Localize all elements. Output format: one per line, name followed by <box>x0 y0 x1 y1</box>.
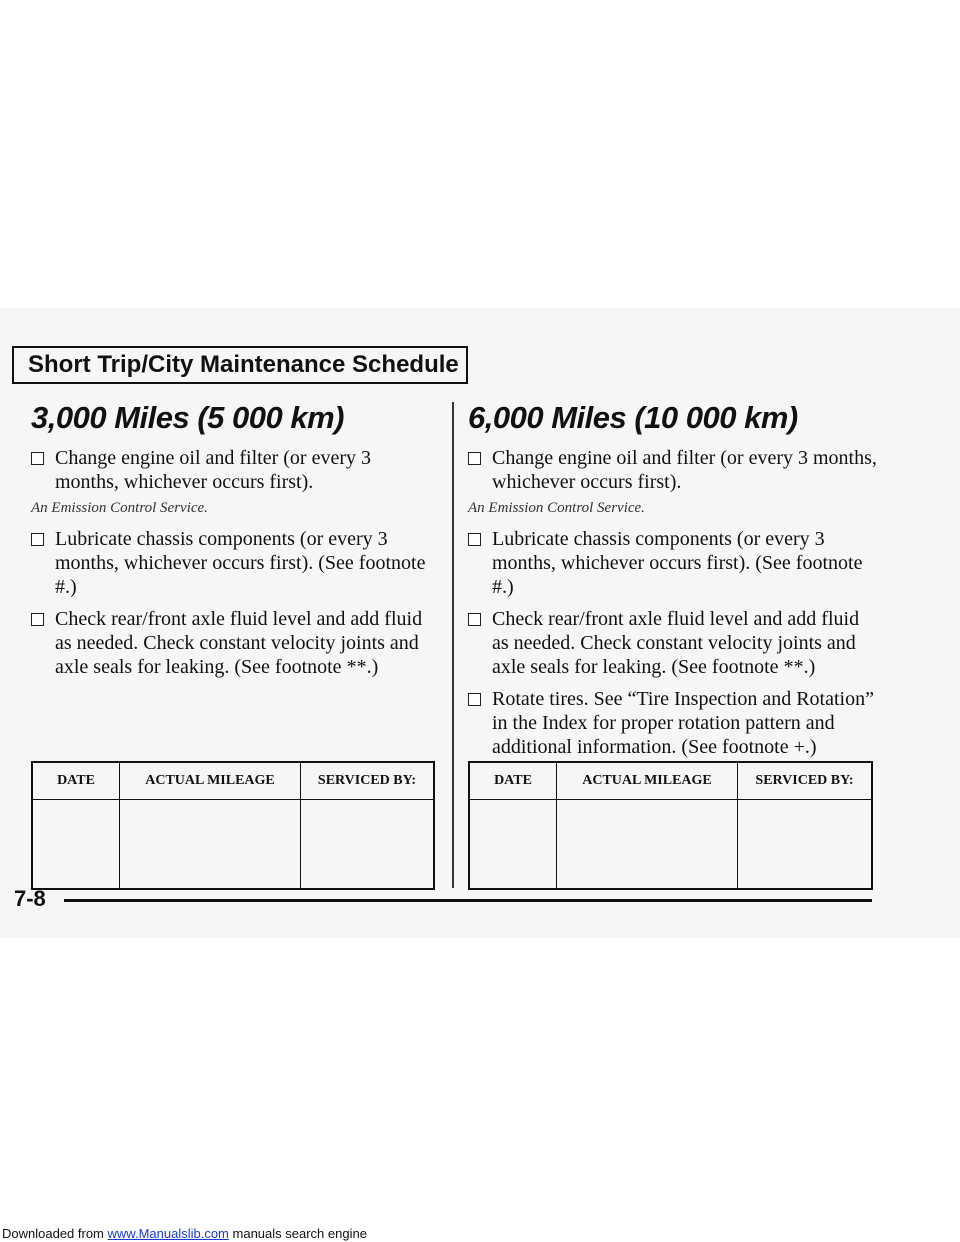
checkbox-icon[interactable] <box>468 452 481 465</box>
left-column <box>31 400 436 687</box>
checkbox-icon[interactable] <box>468 693 481 706</box>
serviced-cell[interactable] <box>738 800 873 890</box>
right-item-1: Change engine oil and filter (or every 3 months, whichever occurs first). <box>468 446 878 494</box>
left-item-3: Check rear/front axle fluid level and add fluid as needed. Check constant velocity joints and axle seals for leaking. (See footnote **.) <box>31 607 436 679</box>
date-cell[interactable] <box>469 800 557 890</box>
checkbox-icon[interactable] <box>468 533 481 546</box>
download-notice: Downloaded from www.Manualslib.com manuals search engine <box>2 1226 367 1241</box>
footer-rule <box>64 899 872 902</box>
page-number: 7-8 <box>14 886 46 911</box>
date-header: DATE <box>32 762 120 800</box>
left-item-1-note: An Emission Control Service. <box>31 500 208 516</box>
checkbox-icon[interactable] <box>468 613 481 626</box>
mileage-header: ACTUAL MILEAGE <box>120 762 301 800</box>
left-item-1: Change engine oil and filter (or every 3 months, whichever occurs first). <box>31 446 436 494</box>
column-divider <box>452 402 454 888</box>
date-cell[interactable] <box>32 800 120 890</box>
right-heading: 6,000 Miles (10 000 km) <box>468 400 798 435</box>
left-item-2: Lubricate chassis components (or every 3 months, whichever occurs first). (See footnote #.) <box>31 527 436 599</box>
right-service-record-table <box>468 761 873 890</box>
left-heading: 3,000 Miles (5 000 km) <box>31 400 344 435</box>
checkbox-icon[interactable] <box>31 533 44 546</box>
manualslib-link[interactable]: www.Manualslib.com <box>107 1226 229 1241</box>
mileage-cell[interactable] <box>557 800 738 890</box>
checkbox-icon[interactable] <box>31 452 44 465</box>
right-item-2: Lubricate chassis components (or every 3 months, whichever occurs first). (See footnote #.) <box>468 527 878 599</box>
right-item-1-note: An Emission Control Service. <box>468 500 645 516</box>
date-header: DATE <box>469 762 557 800</box>
serviced-header: SERVICED BY: <box>738 762 873 800</box>
mileage-header: ACTUAL MILEAGE <box>557 762 738 800</box>
left-service-record-table <box>31 761 435 890</box>
mileage-cell[interactable] <box>120 800 301 890</box>
checkbox-icon[interactable] <box>31 613 44 626</box>
right-item-4: Rotate tires. See “Tire Inspection and Rotation” in the Index for proper rotation pattern and additional information. (See footnote +.) <box>468 687 878 759</box>
serviced-header: SERVICED BY: <box>301 762 435 800</box>
right-item-3: Check rear/front axle fluid level and add fluid as needed. Check constant velocity joints and axle seals for leaking. (See footnote **.) <box>468 607 878 679</box>
right-column <box>468 400 878 767</box>
serviced-cell[interactable] <box>301 800 435 890</box>
page-title: Short Trip/City Maintenance Schedule <box>12 346 468 384</box>
